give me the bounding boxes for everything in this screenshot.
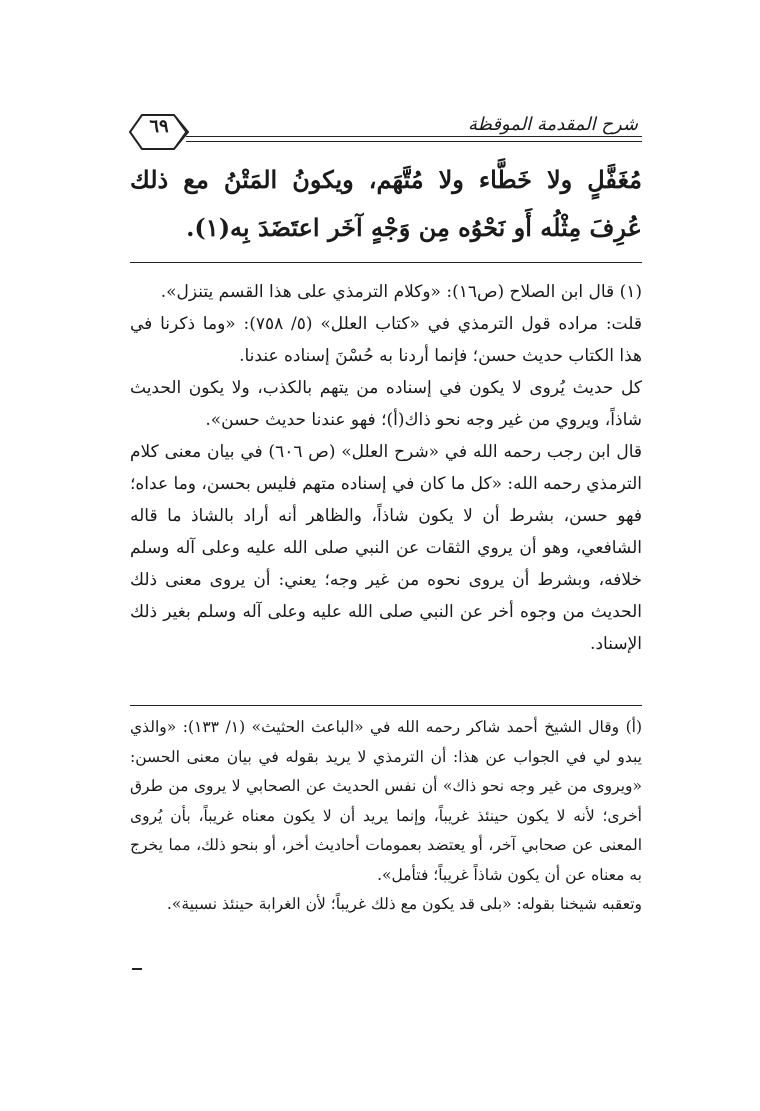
end-mark (132, 968, 142, 970)
note-paragraph-1: (١) قال ابن الصلاح (ص١٦): «وكلام الترمذي على هذا القسم يتنزل». (160, 282, 642, 302)
footnote-divider (130, 705, 642, 706)
running-header (128, 110, 642, 152)
notes-divider (130, 262, 642, 263)
page-number: ٦٩ (149, 116, 169, 137)
note-paragraph-2: قلت: مراده قول الترمذي في «كتاب العلل» (٥/ ٧٥٨): «وما ذكرنا في هذا الكتاب حديث حسن؛ فإنما أردنا به حُسْنَ إسناده عندنا. (130, 314, 642, 366)
footnote-paragraph-2: وتعقبه شيخنا بقوله: «بلى قد يكون مع ذلك غريباً؛ لأن الغرابة حينئذ نسبية». (166, 895, 642, 913)
note-paragraph-3: كل حديث يُروى لا يكون في إسناده من يتهم بالكذب، ولا يكون الحديث شاذاً، ويروي من غير وجه نحو ذاك(أ)؛ فهو عندنا حديث حسن». (130, 378, 642, 430)
header-rule (186, 136, 642, 137)
header-rule-double (186, 141, 642, 142)
main-text: مُغَفَّلٍ ولا خَطَّاء ولا مُتَّهَم، ويكونُ المَتْنُ مع ذلك عُرِفَ مِثْلُه أَو نَحْوُه مِن وَجْهٍ آخَر اعتَضَدَ بِه(١). (130, 165, 642, 242)
footnotes (130, 713, 642, 920)
footnote-paragraph-1: (أ) وقال الشيخ أحمد شاكر رحمه الله في «الباعث الحثيث» (١/ ١٣٣): «والذي يبدو لي في الجواب عن هذا: أن الترمذي لا يريد بقوله في بيان معنى الحسن: «ويروى من غير وجه نحو ذاك» أن نفس الحديث عن الصحابي لا يروى من طرق أخرى؛ لأنه لا يكون حينئذ غريباً، وإنما يريد أن لا يكون معناه غريباً، بأن يُروى المعنى عن صحابي آخر، أو يعتضد بعمومات أحاديث أخر، أو بنحو ذلك، مما يخرج به معناه عن أن يكون شاذاً غريباً؛ فتأمل». (130, 718, 643, 884)
note-paragraph-4: قال ابن رجب رحمه الله في «شرح العلل» (ص ٦٠٦) في بيان معنى كلام الترمذي رحمه الله: «كل ما كان في إسناده متهم فليس بحسن، وما عداه؛ فهو حسن، بشرط أن لا يكون شاذاً، والظاهر أنه أراد بالشاذ ما قاله الشافعي، وهو أن يروي الثقات عن النبي صلى الله عليه وعلى آله وسلم خلافه، وبشرط أن يروى نحوه من غير وجه؛ يعني: أن يروى معنى ذلك الحديث من وجوه أخر عن النبي صلى الله عليه وعلى آله وسلم بغير ذلك الإسناد. (130, 442, 642, 654)
header-title: شرح المقدمة الموقظة (464, 114, 642, 135)
commentary (130, 276, 642, 660)
